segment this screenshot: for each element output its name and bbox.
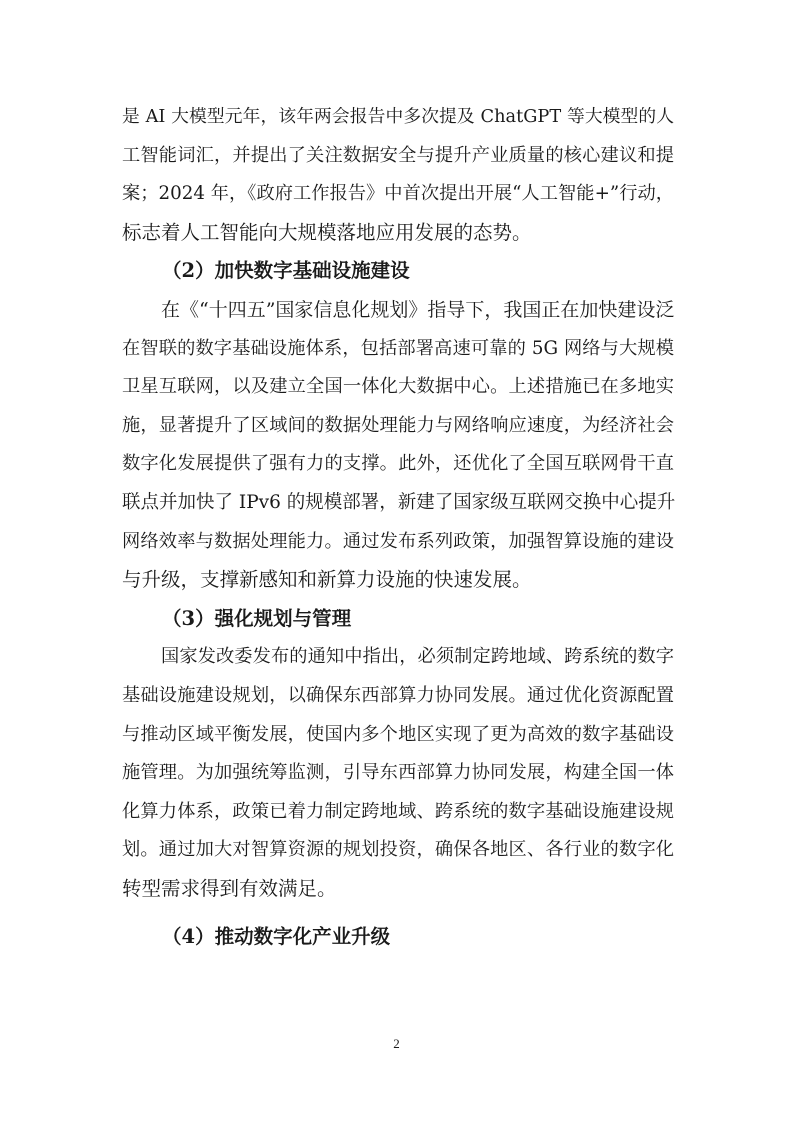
paragraph-line: 施，显著提升了区域间的数据处理能力与网络响应速度，为经济社会 <box>122 414 674 436</box>
section-heading: （4）推动数字化产业升级 <box>162 925 391 949</box>
section-heading: （2）加快数字基础设施建设 <box>162 259 410 283</box>
paragraph-line: 化算力体系，政策已着力制定跨地域、跨系统的数字基础设施建设规 <box>122 800 674 822</box>
section-heading: （3）强化规划与管理 <box>162 606 352 630</box>
paragraph-line: 国家发改委发布的通知中指出，必须制定跨地域、跨系统的数字 <box>161 646 674 668</box>
paragraph-line: 在《“十四五”国家信息化规划》指导下，我国正在加快建设泛 <box>161 298 675 321</box>
document-body <box>122 98 674 957</box>
paragraph-line: 卫星互联网，以及建立全国一体化大数据中心。上述措施已在多地实 <box>122 376 674 398</box>
paragraph-line: 工智能词汇，并提出了关注数据安全与提升产业质量的核心建议和提 <box>122 144 674 166</box>
section-paragraph <box>122 638 674 908</box>
paragraph-line: 案；2024 年，《政府工作报告》中首次提出开展“人工智能+”行动， <box>122 183 674 205</box>
paragraph-line: 在智联的数字基础设施体系，包括部署高速可靠的 5G 网络与大规模 <box>122 337 674 359</box>
paragraph-line: 是 AI 大模型元年，该年两会报告中多次提及 ChatGPT 等大模型的人 <box>122 107 674 127</box>
intro-paragraph <box>122 98 674 252</box>
page-number: 2 <box>393 1036 400 1051</box>
paragraph-line: 施管理。为加强统筹监测，引导东西部算力协同发展，构建全国一体 <box>122 762 674 784</box>
paragraph-line: 与升级，支撑新感知和新算力设施的快速发展。 <box>122 568 532 592</box>
paragraph-line: 转型需求得到有效满足。 <box>122 876 337 900</box>
paragraph-line: 数字化发展提供了强有力的支撑。此外，还优化了全国互联网骨干直 <box>122 453 674 475</box>
section-paragraph <box>122 291 674 600</box>
paragraph-line: 网络效率与数据处理能力。通过发布系列政策，加强智算设施的建设 <box>122 530 674 552</box>
paragraph-line: 与推动区域平衡发展，使国内多个地区实现了更为高效的数字基础设 <box>122 723 674 745</box>
paragraph-line: 标志着人工智能向大规模落地应用发展的态势。 <box>122 220 532 244</box>
paragraph-line: 划。通过加大对智算资源的规划投资，确保各地区、各行业的数字化 <box>122 839 674 861</box>
paragraph-line: 基础设施建设规划，以确保东西部算力协同发展。通过优化资源配置 <box>122 684 674 706</box>
paragraph-line: 联点并加快了 IPv6 的规模部署，新建了国家级互联网交换中心提升 <box>122 491 676 513</box>
